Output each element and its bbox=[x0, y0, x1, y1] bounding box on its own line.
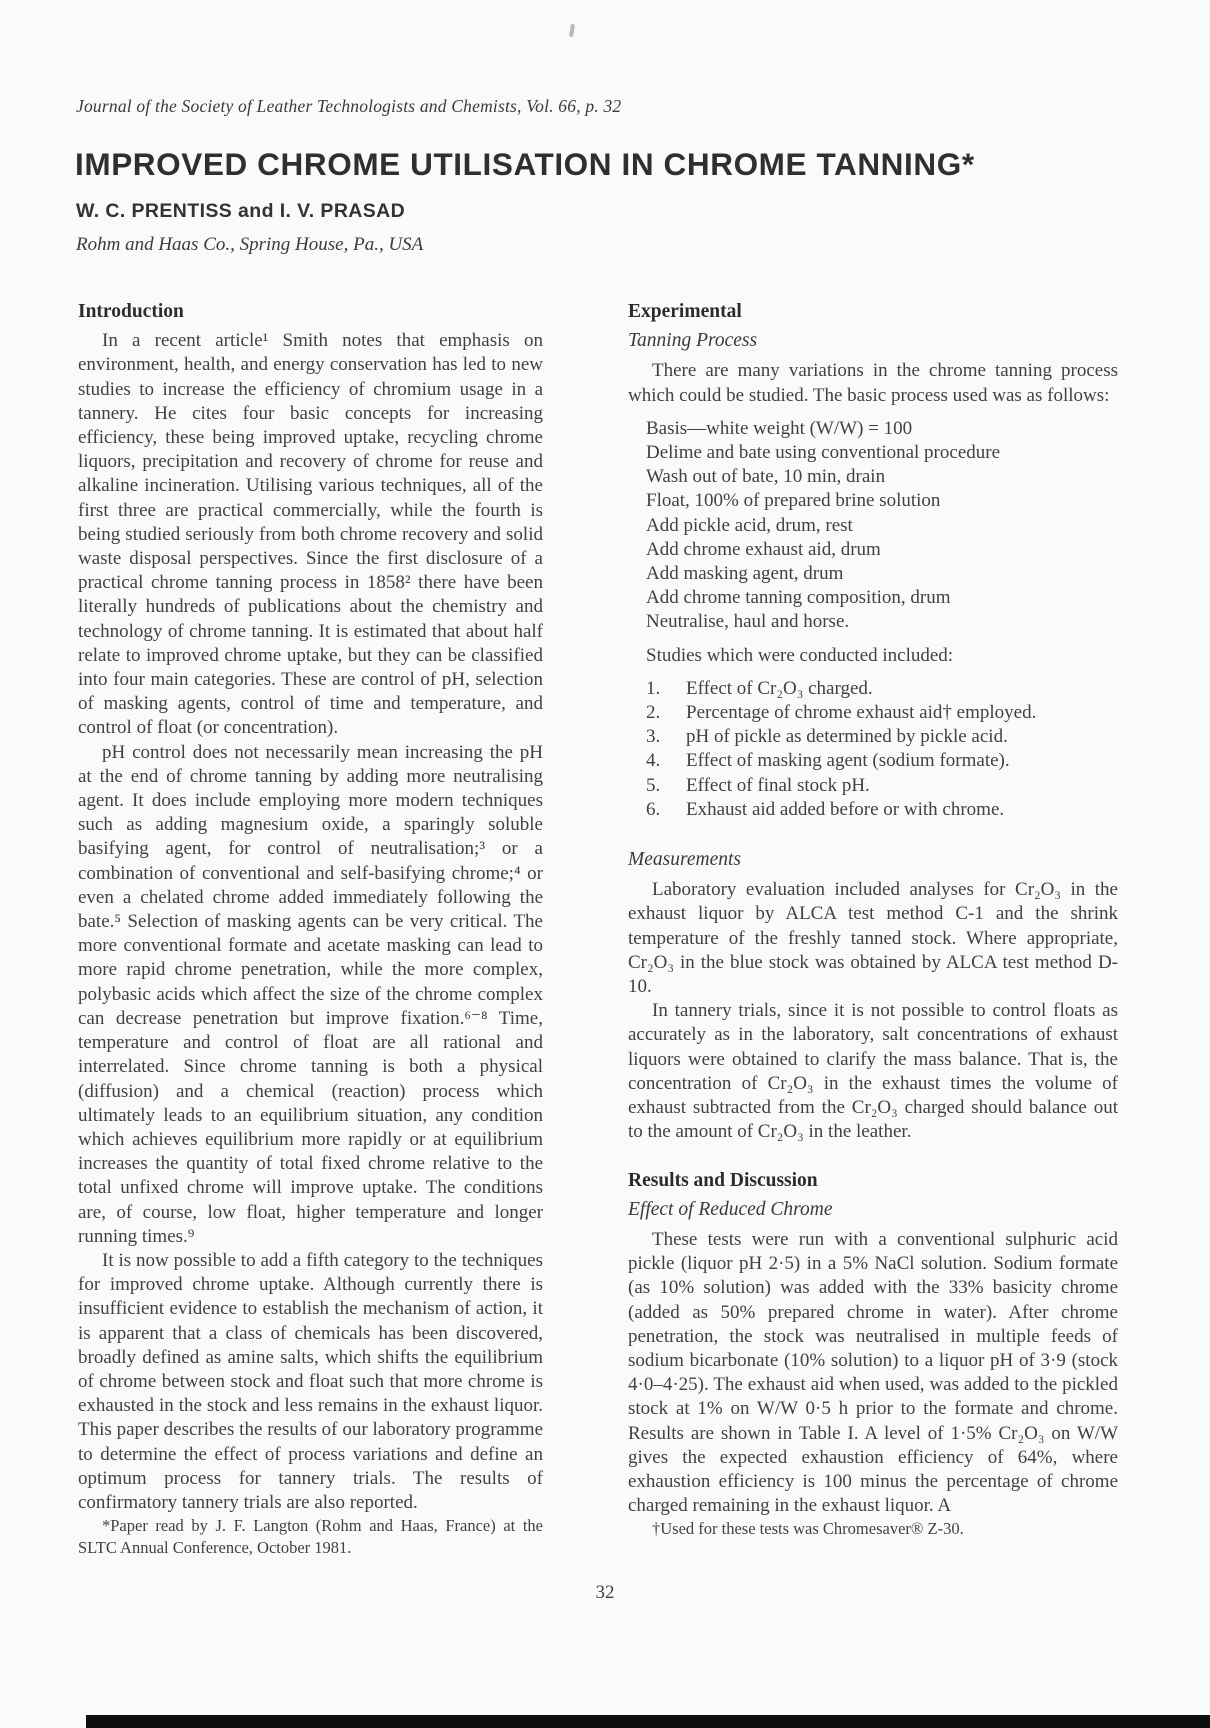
process-step: Wash out of bate, 10 min, drain bbox=[646, 466, 886, 488]
list-item-number: 1. bbox=[646, 677, 661, 699]
dagger-footnote: †Used for these tests was Chromesaver® Z-30. bbox=[652, 1519, 964, 1539]
process-step: Add pickle acid, drum, rest bbox=[646, 514, 853, 536]
tanning-intro-paragraph: There are many variations in the chrome tanning process which could be studied. The basic process used was as follows: bbox=[628, 360, 1118, 406]
list-item-text: pH of pickle as determined by pickle acid. bbox=[686, 726, 1008, 748]
scan-edge-artifact bbox=[86, 1715, 1210, 1728]
studies-numbered-list bbox=[646, 677, 1118, 822]
two-column-body bbox=[78, 300, 1118, 1559]
left-column bbox=[78, 300, 543, 1559]
list-item-number: 2. bbox=[646, 702, 661, 724]
list-item bbox=[646, 798, 1118, 822]
list-item-number: 5. bbox=[646, 774, 661, 796]
process-step: Add masking agent, drum bbox=[646, 563, 844, 585]
section-heading-experimental: Experimental bbox=[628, 301, 742, 322]
intro-paragraph-3: It is now possible to add a fifth category to the techniques for improved chrome uptake. Although currently there is insufficient evidence to establish the mechanism of action, it is apparent that a class of chemicals has been discovered, broadly defined as amine salts, which shifts the equilibrium of chrome between stock and float such that more chrome is exhausted in the stock and less remains in the exhaust liquor. This paper describes the results of our laboratory programme to determine the effect of process variations and define an optimum process for tannery trials. The results of confirmatory tannery trials are also reported. bbox=[78, 1249, 543, 1513]
paper-title: IMPROVED CHROME UTILISATION IN CHROME TANNING* bbox=[75, 146, 975, 182]
process-steps-list bbox=[646, 417, 1118, 635]
list-item-number: 3. bbox=[646, 726, 661, 748]
subsection-heading-measurements: Measurements bbox=[628, 849, 742, 871]
list-item-text: Effect of final stock pH. bbox=[686, 774, 870, 796]
intro-paragraph-1: In a recent article¹ Smith notes that emphasis on environment, health, and energy conservation has led to new studies to increase the efficiency of chromium usage in a tannery. He cites four basic concepts for increasing efficiency, these being improved uptake, recycling chrome liquors, precipitation and recovery of chrome for reuse and alkaline incineration. Utilising various techniques, all of the first three are practical commercially, while the fourth is being studied seriously from both chrome recovery and solid waste disposal perspectives. Since the first disclosure of a practical chrome tanning process in 1858² there have been literally hundreds of publications about the chemistry and technology of chrome tanning. It is estimated that about half relate to improved chrome uptake, but they can be classified into four main categories. These are control of pH, selection of masking agents, control of time and temperature, and control of float (or concentration). bbox=[78, 330, 543, 739]
page-number: 32 bbox=[595, 1582, 615, 1603]
list-item-text: Percentage of chrome exhaust aid† employed. bbox=[686, 702, 1037, 724]
results-paragraph-1: These tests were run with a conventional sulphuric acid pickle (liquor pH 2·5) in a 5% NaCl solution. Sodium formate (as 10% solution) was added with the 33% basicity chrome (added as 50% prepared chrome in water). After chrome penetration, the stock was neutralised in multiple feeds of sodium bicarbonate (10% solution) to a liquor pH of 3·9 (stock 4·0–4·25). The exhaust aid when used, was added to the pickled stock at 1% on W/W 0·5 h prior to the formate and chrome. Results are shown in Table I. A level of 1·5% Cr₂O₃ on W/W gives the expected exhaustion efficiency of 64%, where exhaustion efficiency is 100 minus the percentage of chrome charged remaining in the exhaust liquor. A bbox=[628, 1228, 1118, 1517]
list-item bbox=[646, 677, 1118, 701]
process-step: Add chrome tanning composition, drum bbox=[646, 587, 951, 609]
process-step: Basis—white weight (W/W) = 100 bbox=[646, 417, 913, 439]
section-heading-results: Results and Discussion bbox=[628, 1169, 818, 1191]
right-column bbox=[628, 300, 1118, 1559]
measurements-paragraph-1: Laboratory evaluation included analyses for Cr₂O₃ in the exhaust liquor by ALCA test method C-1 and the shrink temperature of the freshly tanned stock. Where appropriate, Cr₂O₃ in the blue stock was obtained by ALCA test method D-10. bbox=[628, 879, 1118, 998]
affiliation-line: Rohm and Haas Co., Spring House, Pa., USA bbox=[76, 234, 424, 255]
scan-speck-artifact bbox=[569, 24, 575, 37]
subsection-heading-effect-of-reduced-chrome: Effect of Reduced Chrome bbox=[628, 1198, 833, 1220]
paper-footnote: *Paper read by J. F. Langton (Rohm and Haas, France) at the SLTC Annual Conference, October 1981. bbox=[78, 1516, 543, 1558]
section-heading-introduction: Introduction bbox=[78, 301, 184, 322]
list-item bbox=[646, 725, 1118, 749]
authors-line: W. C. PRENTISS and I. V. PRASAD bbox=[76, 200, 406, 222]
list-item bbox=[646, 774, 1118, 798]
list-item bbox=[646, 701, 1118, 725]
subsection-heading-tanning-process: Tanning Process bbox=[628, 330, 758, 352]
list-item-text: Effect of Cr₂O₃ charged. bbox=[686, 677, 873, 699]
journal-header: Journal of the Society of Leather Technologists and Chemists, Vol. 66, p. 32 bbox=[76, 96, 622, 116]
process-step: Delime and bate using conventional procedure bbox=[646, 442, 1001, 464]
list-item-number: 4. bbox=[646, 750, 661, 772]
list-item bbox=[646, 749, 1118, 773]
list-item-text: Exhaust aid added before or with chrome. bbox=[686, 798, 1005, 820]
list-item-number: 6. bbox=[646, 798, 661, 820]
process-step: Add chrome exhaust aid, drum bbox=[646, 538, 881, 560]
process-step: Neutralise, haul and horse. bbox=[646, 611, 850, 633]
process-step: Float, 100% of prepared brine solution bbox=[646, 490, 941, 512]
intro-paragraph-2: pH control does not necessarily mean increasing the pH at the end of chrome tanning by adding more neutralising agent. It does include employing more modern techniques such as adding magnesium oxide, a sparingly soluble basifying agent, for control of neutralisation;³ or a combination of conventional and self-basifying chrome;⁴ or even a chelated chrome added immediately following the bate.⁵ Selection of masking agents can be very critical. The more conventional formate and acetate masking can lead to more rapid chrome penetration, while the more complex, polybasic acids which affect the size of the chrome complex can decrease penetration but improve fixation.⁶⁻⁸ Time, temperature and control of float are all rational and interrelated. Since chrome tanning is both a physical (diffusion) and a chemical (reaction) process which ultimately leads to an equilibrium situation, any condition which achieves equilibrium more rapidly or at equilibrium increases the quantity of total fixed chrome relative to the total unfixed chrome will improve uptake. The conditions are, of course, low float, higher temperature and longer running times.⁹ bbox=[78, 741, 543, 1247]
studies-intro-line: Studies which were conducted included: bbox=[646, 644, 954, 666]
measurements-paragraph-2: In tannery trials, since it is not possible to control floats as accurately as in the laboratory, salt concentrations of exhaust liquors were obtained to clarify the mass balance. That is, the concentration of Cr₂O₃ in the exhaust times the volume of exhaust subtracted from the Cr₂O₃ charged should balance out to the amount of Cr₂O₃ in the leather. bbox=[628, 1000, 1118, 1143]
list-item-text: Effect of masking agent (sodium formate). bbox=[686, 750, 1010, 772]
